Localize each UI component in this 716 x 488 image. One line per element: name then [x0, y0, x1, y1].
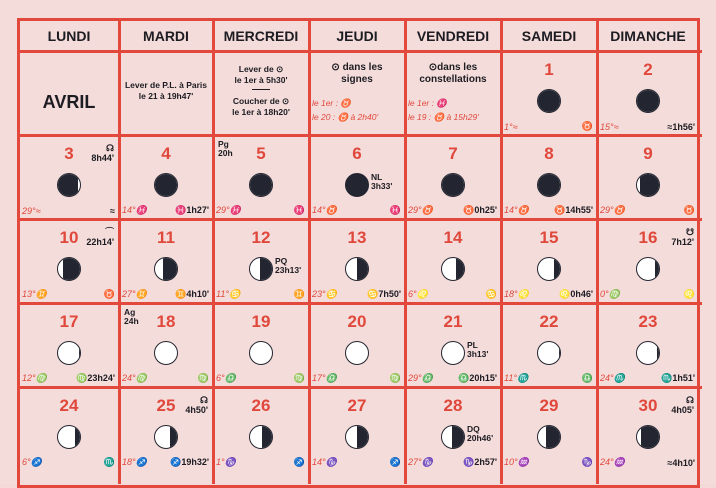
moon-phase-icon	[537, 173, 561, 197]
phase-label: DQ 20h46'	[467, 424, 494, 443]
day-number: 5	[256, 144, 266, 163]
moon-longitude: 24°♏	[600, 373, 625, 383]
moon-phase-icon	[249, 257, 273, 281]
day-cell[interactable]	[598, 221, 698, 302]
node-note: ☋ 7h12'	[671, 227, 694, 247]
day-number: 2	[643, 60, 653, 79]
moon-longitude: 6°♐	[22, 457, 42, 467]
moon-longitude: 27°♑	[408, 457, 433, 467]
moon-longitude: 1°≈	[504, 122, 518, 132]
day-cell[interactable]	[20, 305, 118, 386]
header-vendredi: VENDREDI	[416, 28, 490, 44]
day-cell[interactable]	[310, 221, 404, 302]
moon-sign-entry: ♎	[581, 373, 593, 383]
moon-sign-entry: ♏1h51'	[661, 373, 695, 383]
note-lever-soleil: Lever de ⊙ le 1er à 5h30'	[234, 64, 288, 85]
moon-sign-entry: ♉	[683, 205, 695, 215]
moon-longitude: 10°♒	[504, 457, 529, 467]
moon-longitude: 11°♋	[216, 289, 241, 299]
moon-phase-icon	[537, 425, 561, 449]
moon-longitude: 1°♑	[216, 457, 236, 467]
moon-sign-entry: ♎20h15'	[458, 373, 497, 383]
day-number: 7	[448, 144, 458, 163]
moon-longitude: 14°♓	[122, 205, 147, 215]
moon-sign-entry: ♉0h25'	[463, 205, 497, 215]
day-cell[interactable]	[502, 137, 596, 218]
node-note: ☊ 8h44'	[91, 143, 114, 163]
moon-sign-entry: ♉14h55'	[554, 205, 593, 215]
day-number: 23	[638, 312, 658, 331]
day-cell[interactable]	[310, 305, 404, 386]
day-number: 16	[638, 228, 658, 247]
moon-phase-icon	[345, 341, 369, 365]
day-number: 24	[59, 396, 79, 415]
moon-sign-entry: ♑2h57'	[463, 457, 497, 467]
moon-sign-entry: ♋	[485, 289, 497, 299]
phase-label: PQ 23h13'	[275, 256, 302, 275]
moon-sign-entry: ♍	[389, 373, 401, 383]
day-number: 15	[539, 228, 559, 247]
moon-phase-icon	[537, 257, 561, 281]
moon-longitude: 24°♒	[600, 457, 625, 467]
phase-label: PL 3h13'	[467, 340, 489, 359]
day-cell[interactable]	[120, 137, 212, 218]
day-number: 27	[347, 396, 367, 415]
moon-longitude: 17°♎	[312, 373, 337, 383]
moon-longitude: 29°♉	[600, 205, 625, 215]
day-number: 30	[638, 396, 658, 415]
moon-longitude: 29°♎	[408, 373, 433, 383]
day-cell[interactable]	[120, 389, 212, 470]
moon-phase-icon	[345, 173, 369, 197]
moon-longitude: 13°♊	[22, 289, 47, 299]
note-lever-pleine-lune: Lever de P.L. à Paris le 21 à 19h47'	[124, 80, 208, 101]
moon-phase-icon	[441, 257, 465, 281]
day-cell[interactable]	[120, 305, 212, 386]
day-cell[interactable]	[406, 305, 500, 386]
moon-sign-entry: ♋7h50'	[367, 289, 401, 299]
moon-phase-icon	[154, 341, 178, 365]
moon-phase-icon	[57, 173, 81, 197]
moon-phase-icon	[441, 341, 465, 365]
node-note: ☊ 4h50'	[185, 395, 208, 415]
moon-longitude: 29°≈	[22, 206, 41, 216]
day-number: 9	[643, 144, 653, 163]
day-cell[interactable]	[214, 221, 308, 302]
note-signes-line2: le 20 : ♉ à 2h40'	[312, 112, 379, 122]
moon-longitude: 14°♉	[312, 205, 337, 215]
day-number: 19	[251, 312, 271, 331]
day-number: 6	[352, 144, 362, 163]
moon-sign-entry: ♐	[389, 457, 401, 467]
moon-phase-icon	[441, 173, 465, 197]
moon-longitude: 6°♎	[216, 373, 236, 383]
moon-phase-icon	[636, 89, 660, 113]
day-cell[interactable]	[406, 389, 500, 470]
moon-phase-icon	[249, 341, 273, 365]
moon-longitude: 15°≈	[600, 122, 619, 132]
note-signes-line1: le 1er : ♉	[312, 98, 351, 108]
moon-sign-entry: ♍	[293, 373, 305, 383]
day-number: 14	[443, 228, 463, 247]
moon-sign-entry: ♉	[103, 289, 115, 299]
moon-sign-entry: ≈1h56'	[667, 122, 695, 132]
day-number: 17	[59, 312, 79, 331]
day-cell[interactable]	[214, 305, 308, 386]
day-cell[interactable]	[214, 137, 308, 218]
day-cell[interactable]	[598, 305, 698, 386]
day-cell[interactable]	[20, 389, 118, 470]
moon-sign-entry: ≈	[110, 206, 115, 216]
moon-sign-entry: ♏	[103, 457, 115, 467]
note-coucher-soleil: Coucher de ⊙ le 1er à 18h20'	[232, 96, 290, 117]
header-mercredi: MERCREDI	[223, 28, 299, 44]
day-cell[interactable]	[598, 389, 698, 470]
moon-sign-entry: ♓	[293, 205, 305, 215]
day-cell[interactable]	[406, 221, 500, 302]
moon-longitude: 0°♍	[600, 289, 620, 299]
moon-phase-icon	[154, 257, 178, 281]
day-number: 11	[157, 228, 175, 247]
node-note: ⌒ 22h14'	[86, 227, 114, 247]
moon-sign-entry: ♓	[389, 205, 401, 215]
moon-sign-entry: ♓1h27'	[175, 205, 209, 215]
moon-longitude: 29°♓	[216, 205, 241, 215]
moon-phase-icon	[636, 173, 660, 197]
moon-sign-entry: ♍	[197, 373, 209, 383]
day-number: 12	[251, 228, 271, 247]
day-cell[interactable]	[310, 137, 404, 218]
moon-phase-icon	[537, 341, 561, 365]
day-number: 3	[64, 144, 74, 163]
day-number: 28	[443, 396, 463, 415]
moon-sign-entry: ♉	[581, 121, 593, 131]
header-dimanche: DIMANCHE	[610, 28, 686, 44]
moon-phase-icon	[57, 341, 81, 365]
day-cell[interactable]	[502, 389, 596, 470]
day-number: 22	[539, 312, 559, 331]
day-number: 10	[59, 228, 79, 247]
moon-sign-entry: ♊	[293, 289, 305, 299]
node-note: ☊ 4h05'	[671, 395, 694, 415]
top-left-note: Ag 24h	[124, 307, 139, 326]
day-cell[interactable]	[310, 389, 404, 470]
note-constellations-line2: le 19 : ♉ à 15h29'	[408, 112, 479, 122]
phase-label: NL 3h33'	[371, 172, 393, 191]
moon-sign-entry: ♍23h24'	[76, 373, 115, 383]
moon-phase-icon	[636, 341, 660, 365]
moon-phase-icon	[154, 173, 178, 197]
day-number: 8	[544, 144, 554, 163]
moon-sign-entry: ♊4h10'	[175, 289, 209, 299]
day-number: 20	[347, 312, 367, 331]
day-number: 21	[443, 312, 463, 331]
moon-sign-entry: ♐	[293, 457, 305, 467]
moon-longitude: 14°♑	[312, 457, 337, 467]
moon-sign-entry: ♌0h46'	[559, 289, 593, 299]
moon-phase-icon	[537, 89, 561, 113]
day-cell[interactable]	[502, 221, 596, 302]
moon-longitude: 24°♍	[122, 373, 147, 383]
header-samedi: SAMEDI	[521, 28, 577, 44]
note-constellations-line1: le 1er : ♓	[408, 98, 447, 108]
moon-longitude: 27°♊	[122, 289, 147, 299]
day-cell[interactable]	[406, 137, 500, 218]
header-lundi: LUNDI	[47, 28, 91, 44]
moon-longitude: 29°♉	[408, 205, 433, 215]
moon-longitude: 18°♌	[504, 289, 529, 299]
day-number: 1	[544, 60, 554, 79]
day-cell[interactable]	[120, 221, 212, 302]
day-number: 29	[539, 396, 559, 415]
day-number: 26	[251, 396, 271, 415]
header-mardi: MARDI	[143, 28, 189, 44]
day-cell[interactable]	[598, 53, 698, 134]
day-cell[interactable]	[214, 389, 308, 470]
day-number: 25	[156, 396, 176, 415]
day-cell[interactable]	[502, 53, 596, 134]
moon-phase-icon	[154, 425, 178, 449]
moon-phase-icon	[57, 257, 81, 281]
day-number: 13	[347, 228, 367, 247]
moon-longitude: 11°♏	[504, 373, 529, 383]
note-constellations-title: ⊙dans les constellations	[419, 62, 487, 85]
moon-longitude: 23°♋	[312, 289, 337, 299]
moon-longitude: 6°♌	[408, 289, 428, 299]
moon-longitude: 14°♉	[504, 205, 529, 215]
day-number: 4	[161, 144, 171, 163]
moon-phase-icon	[636, 425, 660, 449]
moon-phase-icon	[441, 425, 465, 449]
moon-phase-icon	[345, 257, 369, 281]
note-divider	[252, 89, 270, 90]
month-label: AVRIL	[42, 92, 96, 112]
moon-phase-icon	[249, 173, 273, 197]
note-signes-title: ⊙ dans les signes	[331, 62, 383, 85]
moon-longitude: 18°♐	[122, 457, 147, 467]
moon-phase-icon	[345, 425, 369, 449]
moon-phase-icon	[57, 425, 81, 449]
moon-sign-entry: ♌	[683, 289, 695, 299]
moon-sign-entry: ♑	[581, 457, 593, 467]
day-cell[interactable]	[598, 137, 698, 218]
top-left-note: Pg 20h	[218, 139, 233, 158]
moon-phase-icon	[249, 425, 273, 449]
moon-sign-entry: ≈4h10'	[667, 458, 695, 468]
day-cell[interactable]	[502, 305, 596, 386]
moon-phase-icon	[636, 257, 660, 281]
header-jeudi: JEUDI	[336, 28, 378, 44]
day-number: 18	[156, 312, 176, 331]
day-cell[interactable]	[20, 137, 118, 218]
moon-longitude: 12°♍	[22, 373, 47, 383]
moon-sign-entry: ♐19h32'	[170, 457, 209, 467]
day-cell[interactable]	[20, 221, 118, 302]
